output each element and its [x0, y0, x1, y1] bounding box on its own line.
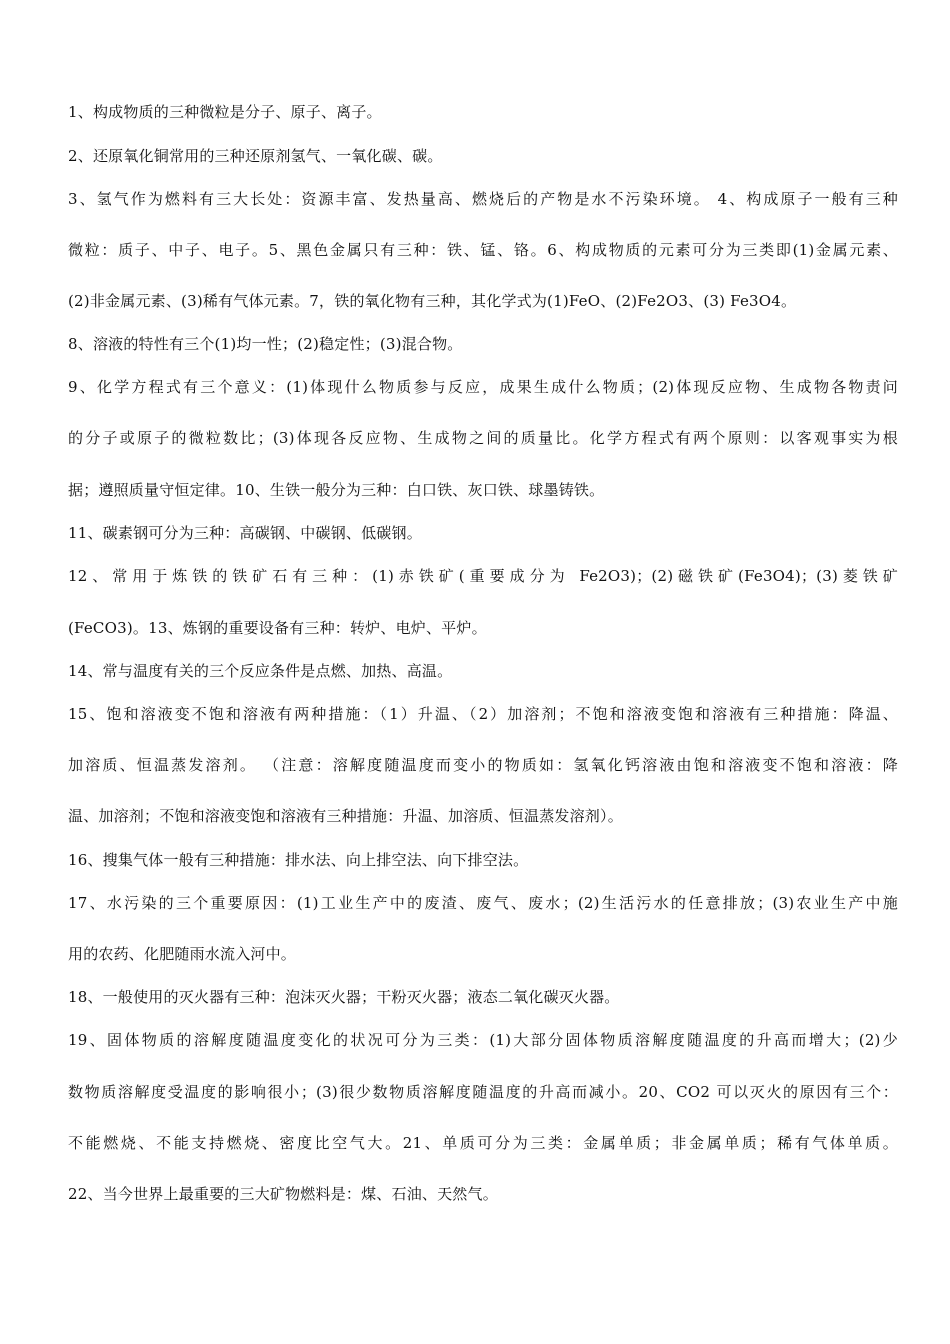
text-line: 9、化学方程式有三个意义：(1)体现什么物质参与反应，成果生成什么物质；(2)体现反应物、生成物各物责问	[68, 378, 898, 396]
text-line: 温、加溶剂；不饱和溶液变饱和溶液有三种措施：升温、加溶质、恒温蒸发溶剂）。	[68, 807, 623, 825]
text-line: 12、常用于炼铁的铁矿石有三种：(1)赤铁矿(重要成分为 Fe2O3)；(2)磁铁矿(Fe3O4)；(3)菱铁矿	[68, 567, 898, 585]
text-line: 数物质溶解度受温度的影响很小；(3)很少数物质溶解度随温度的升高而减小。20、CO2 可以灭火的原因有三个：	[68, 1083, 898, 1101]
text-line: 11、碳素钢可分为三种：高碳钢、中碳钢、低碳钢。	[68, 524, 422, 542]
text-line: 22、当今世界上最重要的三大矿物燃料是：煤、石油、天然气。	[68, 1185, 498, 1203]
text-line: 15、饱和溶液变不饱和溶液有两种措施：（1）升温、（2）加溶剂；不饱和溶液变饱和溶液有三种措施：降温、	[68, 705, 898, 723]
text-line: 8、溶液的特性有三个(1)均一性；(2)稳定性；(3)混合物。	[68, 335, 463, 353]
text-line: 加溶质、恒温蒸发溶剂。 （注意：溶解度随温度而变小的物质如：氢氧化钙溶液由饱和溶液变不饱和溶液：降	[68, 756, 898, 774]
text-line: 17、水污染的三个重要原因：(1)工业生产中的废渣、废气、废水；(2)生活污水的任意排放；(3)农业生产中施	[68, 894, 898, 912]
text-line: 16、搜集气体一般有三种措施：排水法、向上排空法、向下排空法。	[68, 851, 529, 869]
text-line: (2)非金属元素、(3)稀有气体元素。7，铁的氧化物有三种，其化学式为(1)FeO、(2)Fe2O3、(3) Fe3O4。	[68, 292, 797, 310]
text-line: 2、还原氧化铜常用的三种还原剂氢气、一氧化碳、碳。	[68, 147, 443, 165]
text-line: 用的农药、化肥随雨水流入河中。	[68, 945, 297, 963]
text-line: 1、构成物质的三种微粒是分子、原子、离子。	[68, 103, 382, 121]
text-line: 的分子或原子的微粒数比；(3)体现各反应物、生成物之间的质量比。化学方程式有两个原则：以客观事实为根	[68, 429, 898, 447]
text-line: 微粒：质子、中子、电子。5、黑色金属只有三种：铁、锰、铬。6、构成物质的元素可分为三类即(1)金属元素、	[68, 241, 898, 259]
text-line: 14、常与温度有关的三个反应条件是点燃、加热、高温。	[68, 662, 453, 680]
text-line: 18、一般使用的灭火器有三种：泡沫灭火器；干粉灭火器；液态二氧化碳灭火器。	[68, 988, 620, 1006]
text-line: 19、固体物质的溶解度随温度变化的状况可分为三类：(1)大部分固体物质溶解度随温度的升高而增大；(2)少	[68, 1031, 898, 1049]
text-line: 3、氢气作为燃料有三大长处：资源丰富、发热量高、燃烧后的产物是水不污染环境。 4、构成原子一般有三种	[68, 190, 898, 208]
text-line: (FeCO3)。13、炼钢的重要设备有三种：转炉、电炉、平炉。	[68, 619, 487, 637]
text-line: 不能燃烧、不能支持燃烧、密度比空气大。21、单质可分为三类：金属单质；非金属单质；稀有气体单质。	[68, 1134, 898, 1152]
text-line: 据；遵照质量守恒定律。10、生铁一般分为三种：白口铁、灰口铁、球墨铸铁。	[68, 481, 605, 499]
